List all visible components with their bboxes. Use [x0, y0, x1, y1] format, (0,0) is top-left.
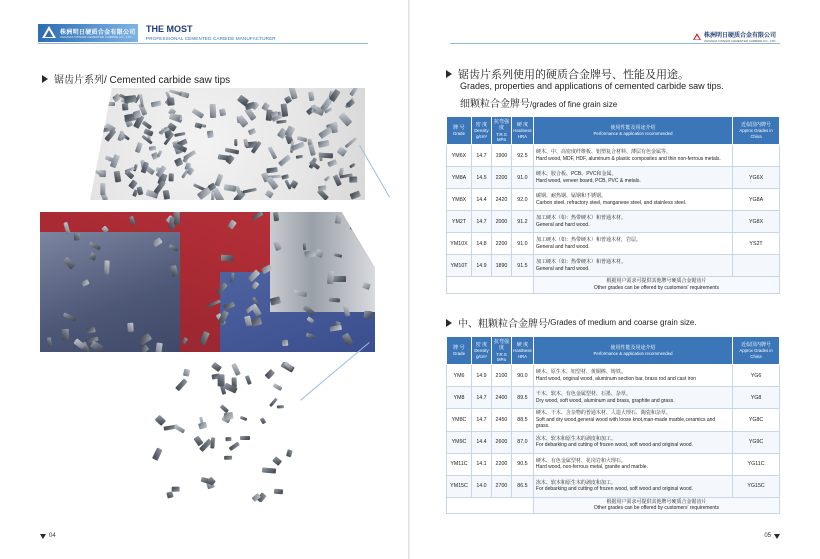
grade-cell: YM11C: [447, 453, 472, 475]
china-grade-cell: YG8A: [733, 189, 780, 211]
saw-tip-graphic: [274, 488, 283, 493]
photo-saw-tips-pile: [90, 88, 365, 200]
application-cell: [533, 475, 732, 497]
saw-tip-graphic: [286, 449, 292, 457]
saw-tip-graphic: [47, 337, 52, 347]
saw-tip-graphic: [210, 437, 215, 449]
saw-tip-graphic: [295, 155, 302, 159]
hardness-cell: 90.5: [511, 453, 533, 475]
saw-tip-graphic: [285, 125, 296, 137]
saw-tip-graphic: [308, 92, 314, 102]
grade-cell: YM9C: [447, 431, 472, 453]
saw-tip-graphic: [155, 342, 162, 352]
grade-cell: YM8: [447, 387, 472, 409]
trs-cell: 2100: [491, 365, 511, 387]
saw-tip-graphic: [174, 157, 183, 166]
trs-cell: 2700: [491, 475, 511, 497]
application-cell: [533, 189, 732, 211]
saw-tip-graphic: [163, 190, 170, 200]
saw-tip-graphic: [218, 374, 225, 386]
hardness-cell: 92.5: [511, 145, 533, 167]
saw-tip-graphic: [106, 102, 116, 105]
table-row: [447, 233, 780, 255]
grade-cell: YM10T: [447, 255, 472, 277]
grade-cell: YM15C: [447, 475, 472, 497]
saw-tip-graphic: [167, 491, 174, 498]
china-grade-cell: YG9C: [733, 431, 780, 453]
application-cell: [533, 431, 732, 453]
table-row: [447, 475, 780, 497]
table-row: [447, 431, 780, 453]
footnote-cn: 根据用户需求可提供其他牌号硬质合金锯齿片: [606, 278, 707, 285]
company-name-en: ZHUZHOU MINGRI CEMENTED CARBIDE CO., LTD: [703, 39, 776, 43]
col-trs: 抗弯强度 T.R.S MPa: [491, 337, 511, 365]
saw-tip-graphic: [260, 417, 267, 424]
page-arrow-icon: [774, 534, 780, 539]
application-en: Carbon steel, refractory steel, manganese steel, and stainless steel.: [535, 199, 687, 206]
application-cell: [533, 145, 732, 167]
china-grade-cell: YG8C: [733, 409, 780, 432]
saw-tip-graphic: [318, 139, 330, 147]
table-row: [447, 409, 780, 432]
trs-cell: 2600: [491, 431, 511, 453]
saw-tip-graphic: [214, 174, 223, 187]
application-en: Dry wood, soft wood, aluminum and brass, graphite and grass.: [535, 397, 675, 404]
saw-tip-graphic: [207, 131, 214, 139]
page-title-en: Grades, properties and applications of cemented carbide saw tips.: [460, 81, 724, 91]
footer-spacer: [447, 277, 534, 294]
saw-tip-graphic: [339, 112, 353, 126]
saw-tip-graphic: [129, 216, 135, 226]
grade-cell: YM8C: [447, 409, 472, 432]
saw-tip-graphic: [265, 189, 274, 197]
col-density: 密 度 Density g/cm³: [471, 337, 491, 365]
trs-cell: 1890: [491, 255, 511, 277]
saw-tip-graphic: [335, 215, 342, 225]
density-cell: 14.5: [471, 167, 491, 189]
saw-tip-graphic: [211, 362, 222, 372]
density-cell: 14.8: [471, 233, 491, 255]
saw-tip-graphic: [243, 139, 249, 148]
saw-tip-graphic: [240, 415, 248, 421]
application-en: Hard wood, veneer board, PCB, PVC & metals.: [535, 177, 641, 184]
trs-cell: 2420: [491, 189, 511, 211]
table-footer-row: [447, 497, 780, 514]
saw-tip-graphic: [277, 154, 290, 166]
trs-cell: 2000: [491, 211, 511, 233]
section-triangle-icon: [446, 70, 452, 78]
application-cell: [533, 255, 732, 277]
header-divider: [450, 43, 780, 44]
saw-tip-graphic: [248, 127, 256, 134]
grade-cell: YM2T: [447, 211, 472, 233]
footnote-cn: 根据用户需求可提供其他牌号硬质合金锯齿片: [606, 498, 707, 505]
photo-saw-tips-industrial: [40, 212, 375, 352]
saw-tip-graphic: [303, 243, 306, 250]
saw-tip-graphic: [229, 441, 240, 451]
saw-tip-graphic: [308, 138, 312, 144]
trs-cell: 2200: [491, 167, 511, 189]
saw-tip-graphic: [73, 233, 80, 241]
table-row: [447, 145, 780, 167]
saw-tip-graphic: [281, 103, 289, 116]
trs-cell: 2200: [491, 233, 511, 255]
saw-tip-graphic: [94, 110, 106, 119]
table-header-row: [447, 117, 780, 145]
density-cell: 14.4: [471, 189, 491, 211]
saw-tip-graphic: [114, 171, 121, 183]
saw-tip-graphic: [127, 323, 134, 332]
saw-tip-graphic: [207, 299, 221, 307]
saw-tip-graphic: [224, 456, 232, 460]
col-hardness: 硬 度 Hardness HRA: [511, 337, 533, 365]
header-divider: [38, 43, 368, 44]
saw-tip-graphic: [349, 190, 361, 199]
density-cell: 14.4: [471, 431, 491, 453]
saw-tip-graphic: [236, 116, 240, 123]
saw-tip-graphic: [277, 405, 284, 409]
table-row: [447, 167, 780, 189]
company-name-cn: 株洲明日硬质合金有限公司: [703, 33, 776, 39]
saw-tip-graphic: [332, 276, 346, 282]
trs-cell: 2400: [491, 387, 511, 409]
china-grade-cell: YG15C: [733, 475, 780, 497]
col-application: 使用性能及用途介绍 Performance & application recommended: [533, 337, 732, 365]
grade-cell: YM6X: [447, 145, 472, 167]
saw-tip-graphic: [240, 436, 249, 440]
col-hardness: 硬 度 Hardness HRA: [511, 117, 533, 145]
application-cell: [533, 167, 732, 189]
saw-tip-graphic: [174, 132, 186, 137]
application-cn: 加工硬木（如：热带硬木）和普通木材。: [535, 259, 626, 266]
hardness-cell: 88.5: [511, 409, 533, 432]
grade-cell: YM6: [447, 365, 472, 387]
hardness-cell: 87.0: [511, 431, 533, 453]
density-cell: 14.0: [471, 475, 491, 497]
hardness-cell: 91.5: [511, 255, 533, 277]
saw-tip-graphic: [262, 468, 276, 474]
saw-tip-graphic: [173, 424, 185, 433]
saw-tip-graphic: [252, 212, 264, 220]
col-china-grade: 近似国内牌号 Approx Grades in China: [733, 117, 780, 145]
saw-tip-graphic: [194, 122, 202, 128]
saw-tip-graphic: [350, 217, 360, 227]
saw-tip-graphic: [219, 108, 227, 116]
saw-tip-graphic: [224, 184, 237, 192]
trs-cell: 2200: [491, 453, 511, 475]
footer-spacer: [447, 497, 534, 514]
density-cell: 14.7: [471, 211, 491, 233]
medium-grain-title: 中、粗颗粒合金牌号 /Grades of medium and coarse grain size.: [446, 315, 697, 330]
page-number-left: 04: [40, 533, 56, 539]
col-application: 使用性能及用途介绍 Performance & application recommended: [533, 117, 732, 145]
saw-tip-graphic: [225, 437, 232, 441]
hardness-cell: 86.5: [511, 475, 533, 497]
saw-tip-graphic: [157, 150, 163, 158]
saw-tip-graphic: [169, 173, 175, 182]
saw-tip-graphic: [268, 146, 278, 159]
saw-tip-graphic: [142, 120, 152, 129]
saw-tip-graphic: [91, 111, 97, 119]
density-cell: 14.7: [471, 145, 491, 167]
saw-tip-graphic: [96, 99, 107, 110]
saw-tip-graphic: [243, 187, 257, 193]
saw-tip-graphic: [267, 167, 278, 173]
saw-tip-graphic: [94, 123, 105, 133]
saw-tip-graphic: [350, 88, 359, 96]
table-row: [447, 365, 780, 387]
company-logo-icon: [693, 33, 701, 40]
saw-tip-graphic: [267, 176, 279, 189]
table-footnote: [533, 277, 779, 294]
company-name-cn: 株洲明日硬质合金有限公司: [60, 30, 136, 36]
saw-tip-graphic: [168, 97, 176, 105]
saw-tip-graphic: [272, 383, 282, 391]
section-triangle-icon: [446, 319, 452, 327]
saw-tip-graphic: [181, 337, 188, 345]
china-grade-cell: YS2T: [733, 233, 780, 255]
company-logo-right: [693, 30, 776, 43]
saw-tip-graphic: [227, 220, 236, 230]
saw-tip-graphic: [137, 186, 144, 195]
hardness-cell: 91.0: [511, 233, 533, 255]
footnote-en: Other grades can be offered by customers' requirements: [593, 284, 720, 291]
application-cn: 硬木、中、高密度纤维板、铝塑复合材料、薄层有色金属等。: [535, 149, 671, 156]
application-en: Soft and dry wood,general wood with loose knot,man-made marble,ceramics and grass.: [535, 416, 716, 430]
saw-tip-graphic: [220, 255, 232, 261]
table-row: [447, 211, 780, 233]
saw-tip-graphic: [101, 183, 106, 195]
saw-tip-graphic: [151, 447, 162, 461]
density-cell: 14.9: [471, 365, 491, 387]
saw-tip-graphic: [327, 271, 334, 285]
saw-tip-graphic: [139, 94, 144, 107]
table-row: [447, 387, 780, 409]
saw-tip-graphic: [151, 100, 162, 107]
table-row: [447, 453, 780, 475]
fine-grain-title: 细颗粒合金牌号/grades of fine grain size: [460, 99, 618, 110]
application-en: For debarking and cutting of frozen wood, soft wood and original wood.: [535, 442, 693, 449]
saw-tip-graphic: [199, 331, 210, 345]
grade-cell: YM8A: [447, 167, 472, 189]
saw-tip-graphic: [175, 378, 188, 391]
table-footer-row: [447, 277, 780, 294]
saw-tip-graphic: [231, 363, 241, 376]
density-cell: 14.7: [471, 387, 491, 409]
table-header-row: [447, 337, 780, 365]
company-name-en: ZHUZHOU MINGRI CEMENTED CARBIDE CO., LTD: [60, 35, 132, 39]
saw-tip-graphic: [172, 487, 180, 492]
saw-tip-graphic: [273, 212, 279, 221]
china-grade-cell: YG8X: [733, 211, 780, 233]
application-cell: [533, 453, 732, 475]
saw-tip-graphic: [223, 412, 233, 420]
saw-tip-graphic: [264, 369, 275, 380]
saw-tip-graphic: [327, 160, 337, 168]
china-grade-cell: YG11C: [733, 453, 780, 475]
table-footnote: [533, 497, 779, 514]
saw-tip-graphic: [62, 328, 69, 339]
saw-tip-graphic: [282, 340, 289, 347]
hardness-cell: 92.0: [511, 189, 533, 211]
application-en: Hard wood, non-ferrous metal, granite and marble.: [535, 464, 648, 471]
application-en: General and hard wood.: [535, 243, 590, 250]
hardness-cell: 90.0: [511, 365, 533, 387]
saw-tip-graphic: [344, 137, 357, 148]
company-logo-icon: [42, 26, 56, 38]
page-title-cn: 锯齿片系列使用的硬质合金牌号、性能及用途。: [446, 66, 689, 82]
col-trs: 抗弯强度 T.R.S MPa: [491, 117, 511, 145]
saw-tip-graphic: [183, 368, 190, 376]
density-cell: 14.9: [471, 255, 491, 277]
saw-tip-graphic: [245, 375, 252, 385]
right-page: [410, 0, 820, 559]
col-grade: 牌 号 Grade: [447, 337, 472, 365]
application-cn: 硬木、胶合板、PCB、PVC和金属。: [535, 171, 617, 178]
saw-tip-graphic: [155, 415, 166, 426]
col-grade: 牌 号 Grade: [447, 117, 472, 145]
saw-tip-graphic: [135, 142, 143, 153]
trs-cell: 1900: [491, 145, 511, 167]
saw-tip-graphic: [224, 147, 238, 153]
density-cell: 14.7: [471, 409, 491, 432]
china-grade-cell: [733, 145, 780, 167]
saw-tip-graphic: [234, 139, 238, 146]
saw-tip-graphic: [149, 146, 157, 151]
saw-tip-graphic: [349, 177, 357, 183]
application-cell: [533, 233, 732, 255]
hardness-cell: 91.0: [511, 167, 533, 189]
medium-grain-table: [446, 336, 780, 514]
application-cn: 加工硬木（如：热带硬木）和普通木材，岩层。: [535, 237, 641, 244]
saw-tip-graphic: [324, 176, 331, 182]
page-arrow-icon: [40, 534, 46, 539]
application-cell: [533, 409, 732, 432]
footnote-en: Other grades can be offered by customers' requirements: [593, 505, 719, 512]
application-cell: [533, 211, 732, 233]
application-en: Hard wood, MDF, HDF, aluminum & plastic composites and thin non-ferrous metals.: [535, 155, 721, 162]
saw-tip-graphic: [99, 127, 109, 132]
application-en: General and hard wood.: [535, 265, 590, 272]
saw-tip-graphic: [211, 191, 214, 200]
china-grade-cell: YG6: [733, 365, 780, 387]
application-cn: 冻木、软木和原生木的剥皮和加工。: [535, 479, 616, 486]
saw-tip-graphic: [198, 422, 207, 430]
fine-grain-table: [446, 116, 780, 294]
saw-tip-graphic: [173, 212, 180, 224]
table-row: [447, 189, 780, 211]
slogan-title: THE MOST: [146, 24, 193, 34]
application-cn: 硬木、原生木、铝型材、黄铜棒、铸铁。: [535, 369, 626, 376]
saw-tip-graphic: [275, 120, 286, 124]
application-cell: [533, 387, 732, 409]
page-number-right: 05: [764, 533, 780, 539]
application-cn: 干木、软木、有色金属型材、石墨、杂草。: [535, 391, 631, 398]
section-triangle-icon: [42, 75, 48, 83]
slogan-subtitle: PROFESSIONAL CEMENTED CARBIDE MANUFACTURER: [146, 36, 276, 41]
saw-tip-graphic: [348, 162, 355, 168]
col-density: 密 度 Density g/cm³: [471, 117, 491, 145]
application-cn: 冻木、软木和原生木的剥皮和加工。: [535, 435, 616, 442]
saw-tip-graphic: [105, 260, 110, 274]
saw-tip-graphic: [309, 160, 320, 170]
application-en: For debarking and cutting of frozen wood, soft wood and original wood.: [535, 486, 693, 493]
grade-cell: YM8X: [447, 189, 472, 211]
saw-tip-graphic: [209, 104, 215, 118]
saw-tip-graphic: [272, 456, 282, 466]
china-grade-cell: YG8: [733, 387, 780, 409]
col-china-grade: 近似国内牌号 Approx Grades in China: [733, 337, 780, 365]
saw-tip-graphic: [364, 311, 372, 319]
china-grade-cell: YG6X: [733, 167, 780, 189]
application-en: Hard wood, original wood, aluminum section bar, brass rod and cast iron: [535, 375, 697, 382]
photo-saw-tips-scattered: [148, 362, 298, 502]
hardness-cell: 91.2: [511, 211, 533, 233]
saw-tip-graphic: [192, 108, 205, 119]
application-cn: 硬木、干木、含杂物的普通木材、人造大理石、陶瓷和杂草。: [535, 410, 671, 417]
section-title: 锯齿片系列/ Cemented carbide saw tips: [42, 71, 230, 86]
saw-tip-graphic: [346, 99, 355, 107]
application-cell: [533, 365, 732, 387]
table-row: [447, 255, 780, 277]
application-cn: 加工硬木（如：热带硬木）和普通木材。: [535, 215, 626, 222]
grade-cell: YM10X: [447, 233, 472, 255]
application-cn: 碳钢、耐热钢、锰钢和不锈钢。: [535, 193, 606, 200]
china-grade-cell: [733, 255, 780, 277]
saw-tip-graphic: [296, 135, 307, 142]
trs-cell: 2450: [491, 409, 511, 432]
application-cn: 硬木、有色金属型材、花岗岩和大理石。: [535, 457, 626, 464]
hardness-cell: 89.5: [511, 387, 533, 409]
density-cell: 14.1: [471, 453, 491, 475]
saw-tip-graphic: [318, 186, 327, 192]
application-en: General and hard wood.: [535, 221, 590, 228]
